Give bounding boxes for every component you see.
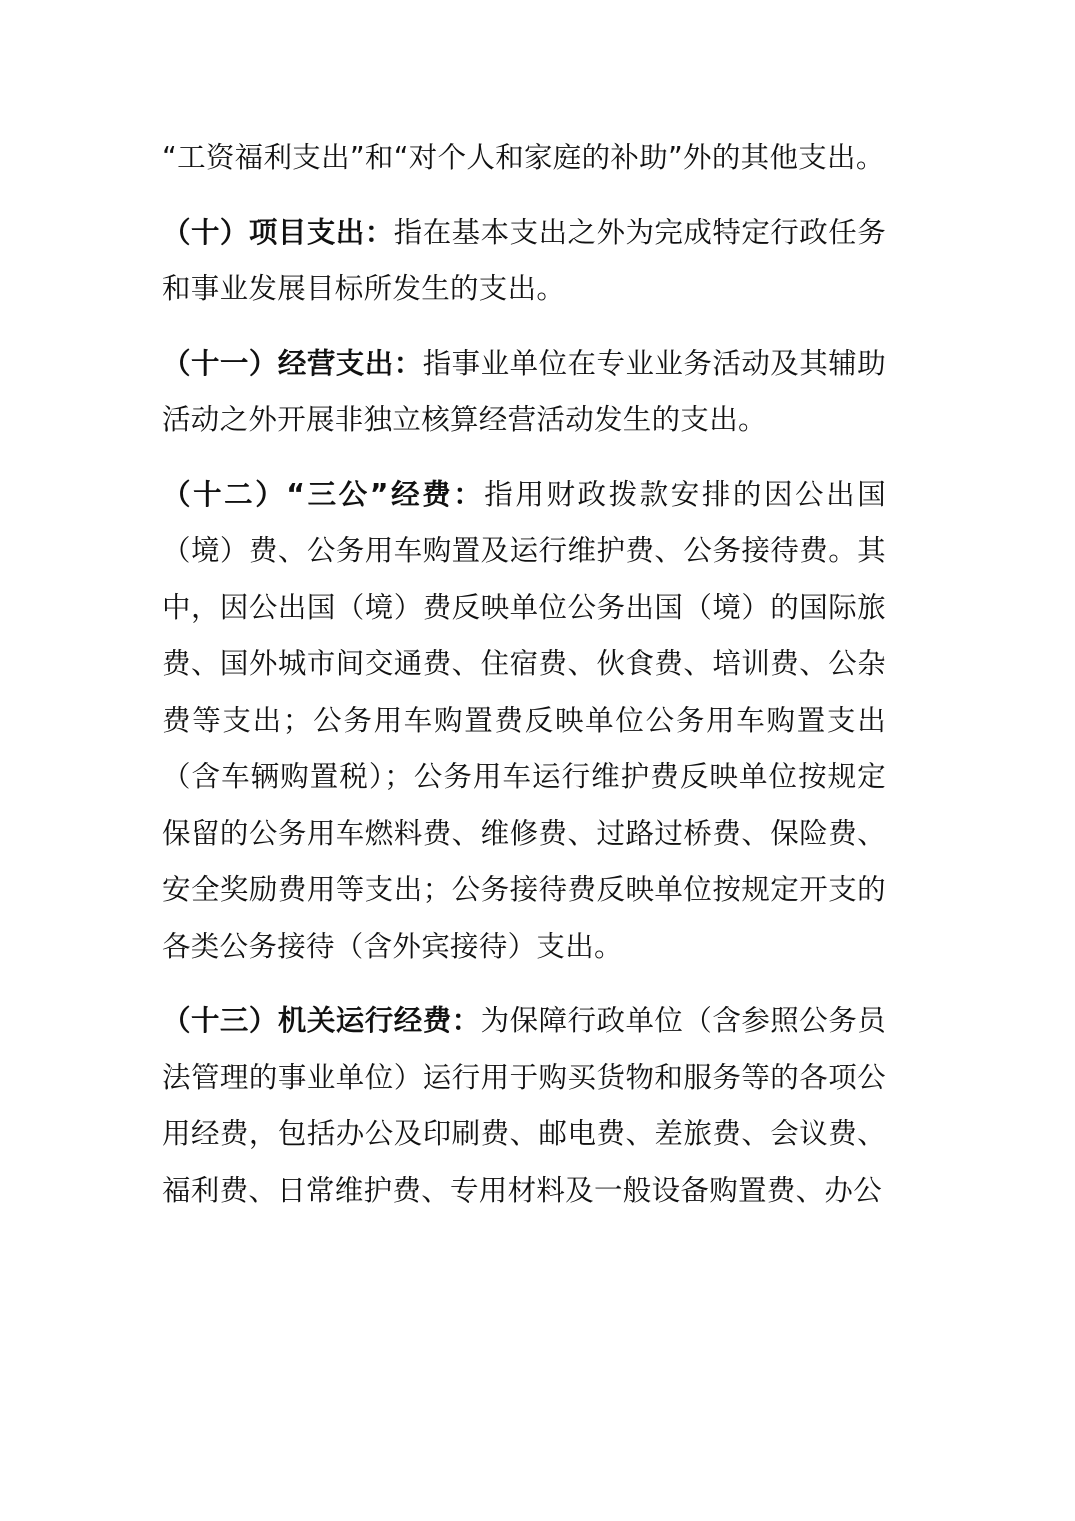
paragraph-continuation: [162, 130, 886, 187]
paragraph-text: 为保障行政单位（含参照公务员法管理的事业单位）运行用于购买货物和服务等的各项公用经费，包括办公及印刷费、邮电费、差旅费、会议费、福利费、日常维护费、专用材料及一般设备购置费、办公: [162, 1004, 886, 1207]
term-heading: （十）项目支出：: [162, 215, 394, 249]
paragraph-text: 指在基本支出之外为完成特定行政任务和事业发展目标所发生的支出。: [162, 215, 886, 305]
paragraph-operating-expenditure: [162, 336, 886, 449]
term-heading: （十二）“三公”经费：: [162, 477, 485, 511]
paragraph-three-public-funds: [162, 467, 886, 976]
document-page: [162, 130, 886, 1237]
paragraph-agency-operating-funds: [162, 993, 886, 1219]
term-heading: （十三）机关运行经费：: [162, 1004, 481, 1037]
term-heading: （十一）经营支出：: [162, 346, 423, 380]
paragraph-text: 指事业单位在专业业务活动及其辅助活动之外开展非独立核算经营活动发生的支出。: [162, 346, 886, 436]
paragraph-project-expenditure: [162, 205, 886, 318]
paragraph-text: 指用财政拨款安排的因公出国（境）费、公务用车购置及运行维护费、公务接待费。其中，因公出国（境）费反映单位公务出国（境）的国际旅费、国外城市间交通费、住宿费、伙食费、培训费、公杂费等支出；公务用车购置费反映单位公务用车购置支出（含车辆购置税）；公务用车运行维护费反映单位按规定保留的公务用车燃料费、维修费、过路过桥费、保险费、安全奖励费用等支出；公务接待费反映单位按规定开支的各类公务接待（含外宾接待）支出。: [162, 477, 886, 963]
paragraph-text: “工资福利支出”和“对个人和家庭的补助”外的其他支出。: [162, 141, 885, 174]
